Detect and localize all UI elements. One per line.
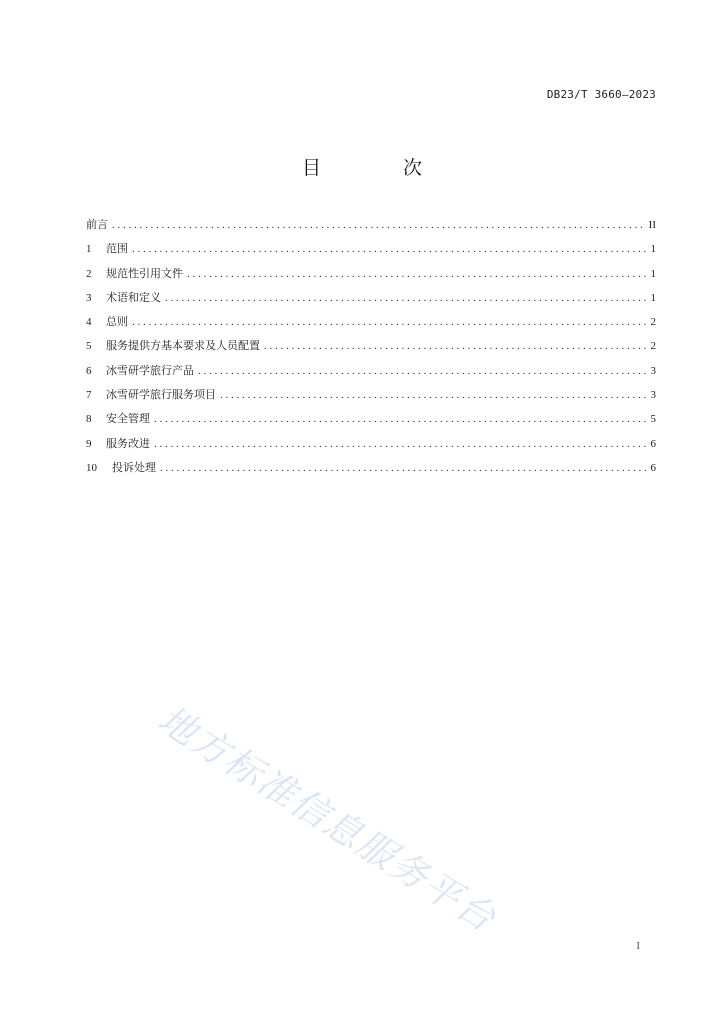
toc-entry-label: 服务改进 — [106, 436, 150, 450]
dot-leader — [165, 291, 647, 305]
toc-entry-label: 总则 — [106, 315, 128, 329]
toc-entry-number: 7 — [86, 389, 92, 402]
toc-entry-label: 投诉处理 — [112, 460, 156, 474]
toc-entry-study-travel-products[interactable] — [86, 364, 656, 388]
toc-entry-number: 8 — [86, 413, 92, 426]
toc-entry-number: 10 — [86, 461, 97, 474]
toc-entry-number: 1 — [86, 243, 92, 256]
toc-entry-safety-management[interactable] — [86, 412, 656, 436]
dot-leader — [198, 364, 647, 378]
toc-entry-scope[interactable] — [86, 242, 656, 266]
toc-entry-label: 服务提供方基本要求及人员配置 — [106, 339, 260, 353]
toc-entry-page: 3 — [650, 389, 656, 402]
toc-entry-page: 1 — [650, 243, 656, 256]
toc-entry-label: 范围 — [106, 242, 128, 256]
toc-entry-label: 前言 — [86, 218, 108, 231]
dot-leader — [220, 388, 647, 402]
toc-entry-number: 2 — [86, 267, 92, 280]
toc-entry-foreword[interactable] — [86, 218, 656, 242]
toc-entry-general[interactable] — [86, 315, 656, 339]
toc-title: 目 次 — [301, 157, 461, 179]
dot-leader — [160, 461, 647, 475]
toc-entry-number: 3 — [86, 291, 92, 304]
dot-leader — [112, 218, 645, 232]
dot-leader — [154, 437, 647, 451]
toc-entry-page: 2 — [650, 340, 656, 353]
toc-entry-page: 6 — [650, 437, 656, 450]
dot-leader — [154, 412, 647, 426]
toc-entry-page: 3 — [650, 364, 656, 377]
toc-entry-complaint-handling[interactable] — [86, 461, 656, 485]
toc-entry-label: 规范性引用文件 — [106, 266, 183, 280]
toc-entry-page: 1 — [650, 267, 656, 280]
toc-entry-number: 6 — [86, 364, 92, 377]
toc-entry-number: 5 — [86, 340, 92, 353]
watermark: 地方标准信息服务平台 — [150, 697, 504, 941]
toc-entry-page: II — [648, 219, 656, 231]
toc-entry-page: 5 — [650, 413, 656, 426]
dot-leader — [132, 315, 647, 329]
table-of-contents — [86, 218, 656, 485]
toc-entry-service-improvement[interactable] — [86, 437, 656, 461]
toc-entry-page: 1 — [650, 291, 656, 304]
toc-entry-provider-requirements[interactable] — [86, 339, 656, 363]
toc-entry-number: 9 — [86, 437, 92, 450]
toc-entry-label: 冰雪研学旅行产品 — [106, 363, 194, 377]
dot-leader — [264, 339, 647, 353]
standard-code: DB23/T 3660—2023 — [546, 88, 656, 101]
toc-entry-service-items[interactable] — [86, 388, 656, 412]
toc-entry-normative-references[interactable] — [86, 267, 656, 291]
dot-leader — [132, 242, 647, 256]
toc-entry-label: 冰雪研学旅行服务项目 — [106, 388, 216, 402]
toc-entry-number: 4 — [86, 316, 92, 329]
page-number: I — [636, 940, 640, 952]
toc-entry-label: 安全管理 — [106, 412, 150, 426]
toc-entry-page: 6 — [650, 461, 656, 474]
toc-entry-page: 2 — [650, 316, 656, 329]
toc-entry-label: 术语和定义 — [106, 290, 161, 304]
toc-entry-terms-definitions[interactable] — [86, 291, 656, 315]
dot-leader — [187, 267, 647, 281]
